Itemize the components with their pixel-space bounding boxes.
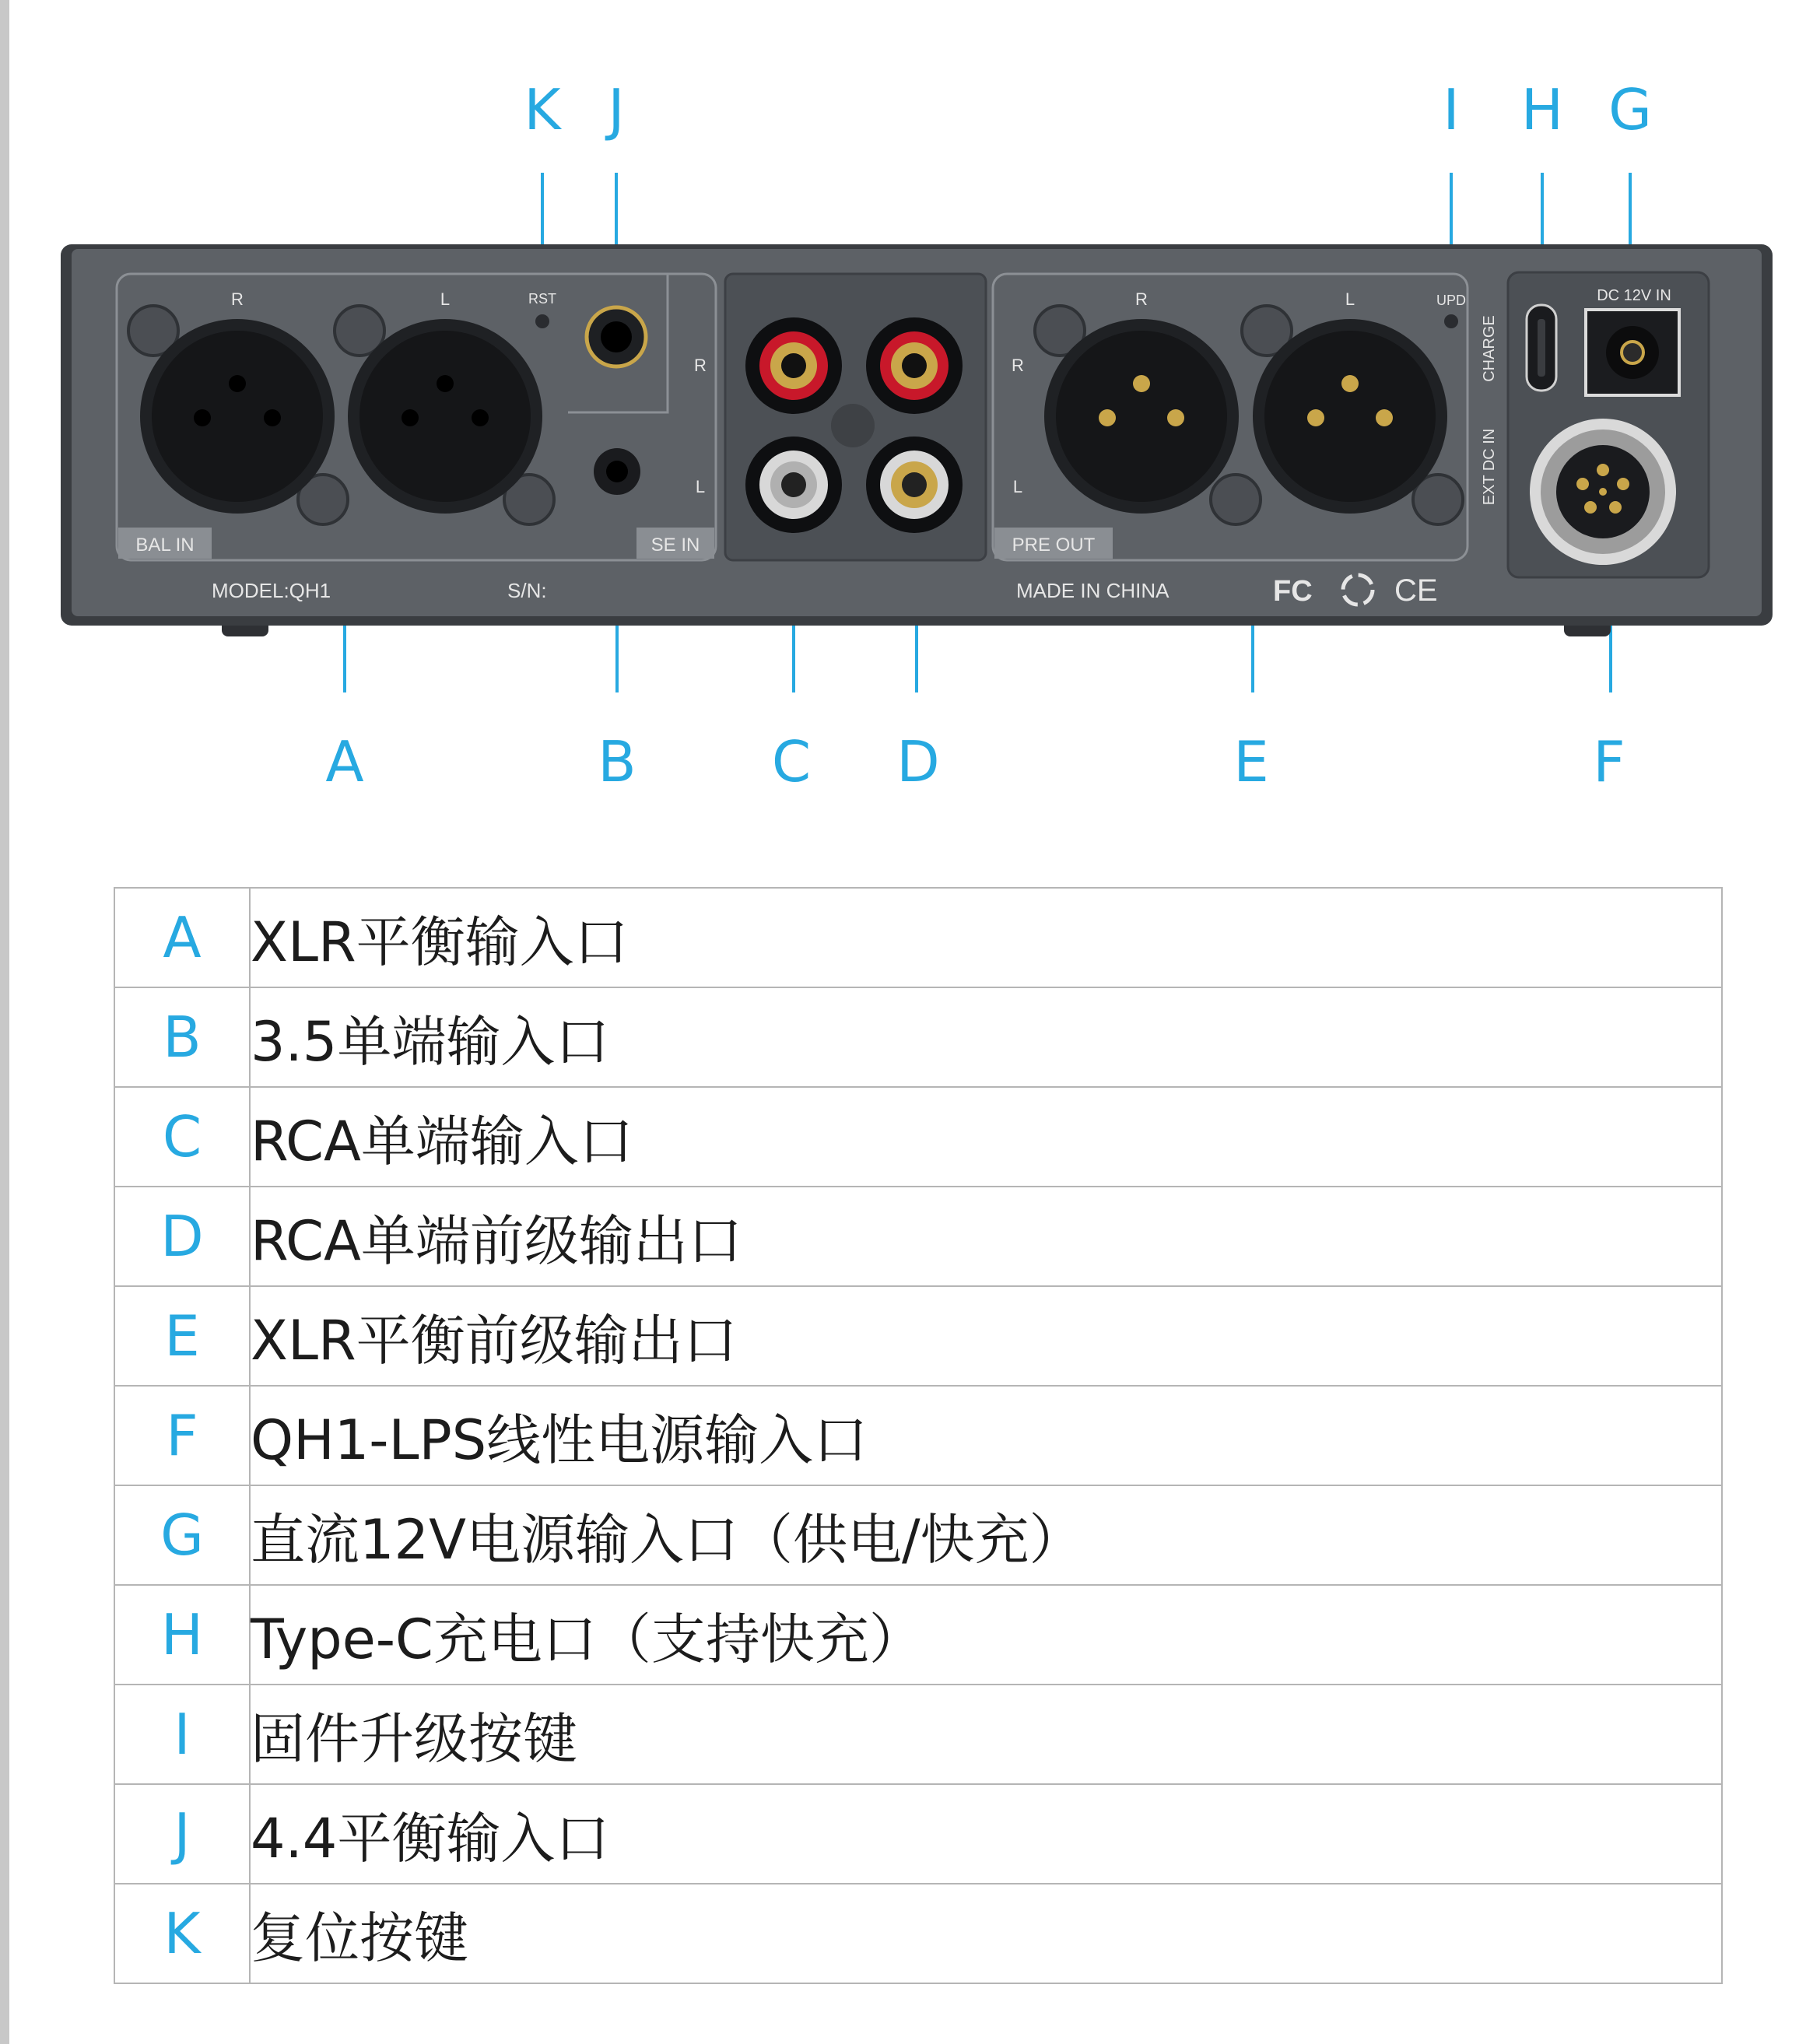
legend-description: 直流12V电源输入口（供电/快充） xyxy=(250,1485,1722,1585)
ce-mark: CE xyxy=(1394,573,1438,608)
table-row xyxy=(114,1884,1722,1983)
upd-label: UPD xyxy=(1436,293,1467,308)
callout-j: J xyxy=(608,77,625,142)
rca-input-r[interactable] xyxy=(745,317,842,414)
legend-letter: J xyxy=(114,1784,250,1884)
callout-i: I xyxy=(1443,77,1460,142)
rca-in-r-label: R xyxy=(694,356,707,375)
xlr-out-r-label: R xyxy=(1135,289,1148,309)
legend-description: XLR平衡输入口 xyxy=(250,888,1722,987)
port-legend-table xyxy=(114,887,1723,1984)
table-row xyxy=(114,1784,1722,1884)
device-rear-panel-diagram xyxy=(0,0,1820,825)
legend-letter: C xyxy=(114,1087,250,1187)
table-row xyxy=(114,1187,1722,1286)
dc-12v-in-label: DC 12V IN xyxy=(1597,287,1671,304)
rca-block-screw xyxy=(831,404,875,447)
callout-a: A xyxy=(325,729,364,794)
legend-letter: E xyxy=(114,1286,250,1386)
rca-out-r-label: R xyxy=(1012,356,1024,375)
legend-description: QH1-LPS线性电源输入口 xyxy=(250,1386,1722,1485)
jack-4-4mm-balanced[interactable] xyxy=(587,307,646,366)
rca-output-l[interactable] xyxy=(866,436,963,533)
legend-letter: G xyxy=(114,1485,250,1585)
table-row xyxy=(114,1087,1722,1187)
legend-description: RCA单端输入口 xyxy=(250,1087,1722,1187)
callout-k: K xyxy=(524,77,561,142)
callout-d: D xyxy=(896,729,940,794)
made-in-china-label: MADE IN CHINA xyxy=(1016,579,1169,602)
legend-letter: F xyxy=(114,1386,250,1485)
legend-description: Type-C充电口（支持快充） xyxy=(250,1585,1722,1685)
pre-out-label: PRE OUT xyxy=(1012,535,1096,556)
reset-button[interactable] xyxy=(535,314,549,328)
xlr-in-l-label: L xyxy=(440,289,451,309)
charge-label: CHARGE xyxy=(1481,315,1498,382)
legend-description: 3.5单端输入口 xyxy=(250,987,1722,1087)
bal-in-label: BAL IN xyxy=(135,535,195,556)
legend-letter: D xyxy=(114,1187,250,1286)
rca-input-l[interactable] xyxy=(745,436,842,533)
table-row xyxy=(114,987,1722,1087)
callout-f: F xyxy=(1593,729,1625,794)
table-row xyxy=(114,888,1722,987)
legend-description: 固件升级按键 xyxy=(250,1685,1722,1784)
usb-c-charge-port[interactable] xyxy=(1527,305,1556,391)
legend-description: 复位按键 xyxy=(250,1884,1722,1983)
legend-description: RCA单端前级输出口 xyxy=(250,1187,1722,1286)
table-row xyxy=(114,1485,1722,1585)
serial-number-label: S/N: xyxy=(507,579,547,602)
callout-c: C xyxy=(771,729,812,794)
ext-dc-in-label: EXT DC IN xyxy=(1481,428,1498,506)
legend-letter: K xyxy=(114,1884,250,1983)
legend-letter: A xyxy=(114,888,250,987)
callout-e: E xyxy=(1233,729,1269,794)
legend-description: XLR平衡前级输出口 xyxy=(250,1286,1722,1386)
fc-mark: FC xyxy=(1273,575,1313,608)
xlr-in-r-label: R xyxy=(231,289,244,309)
table-row xyxy=(114,1386,1722,1485)
table-row xyxy=(114,1286,1722,1386)
table-row xyxy=(114,1585,1722,1685)
rca-output-r[interactable] xyxy=(866,317,963,414)
legend-letter: H xyxy=(114,1585,250,1685)
rca-in-l-label: L xyxy=(695,477,706,496)
legend-letter: I xyxy=(114,1685,250,1784)
legend-letter: B xyxy=(114,987,250,1087)
callout-g: G xyxy=(1608,77,1652,142)
rst-label: RST xyxy=(528,291,556,307)
callout-b: B xyxy=(598,729,636,794)
firmware-update-button[interactable] xyxy=(1444,314,1458,328)
jack-3-5mm-single-ended[interactable] xyxy=(594,448,640,495)
table-row xyxy=(114,1685,1722,1784)
xlr-out-l-label: L xyxy=(1345,289,1355,309)
ext-dc-in-5pin-connector[interactable] xyxy=(1530,419,1676,565)
legend-description: 4.4平衡输入口 xyxy=(250,1784,1722,1884)
callout-h: H xyxy=(1520,77,1564,142)
rca-out-l-label: L xyxy=(1012,477,1023,496)
se-in-label: SE IN xyxy=(651,535,700,556)
dc-12v-barrel-jack[interactable] xyxy=(1586,310,1679,395)
model-label: MODEL:QH1 xyxy=(212,579,331,602)
